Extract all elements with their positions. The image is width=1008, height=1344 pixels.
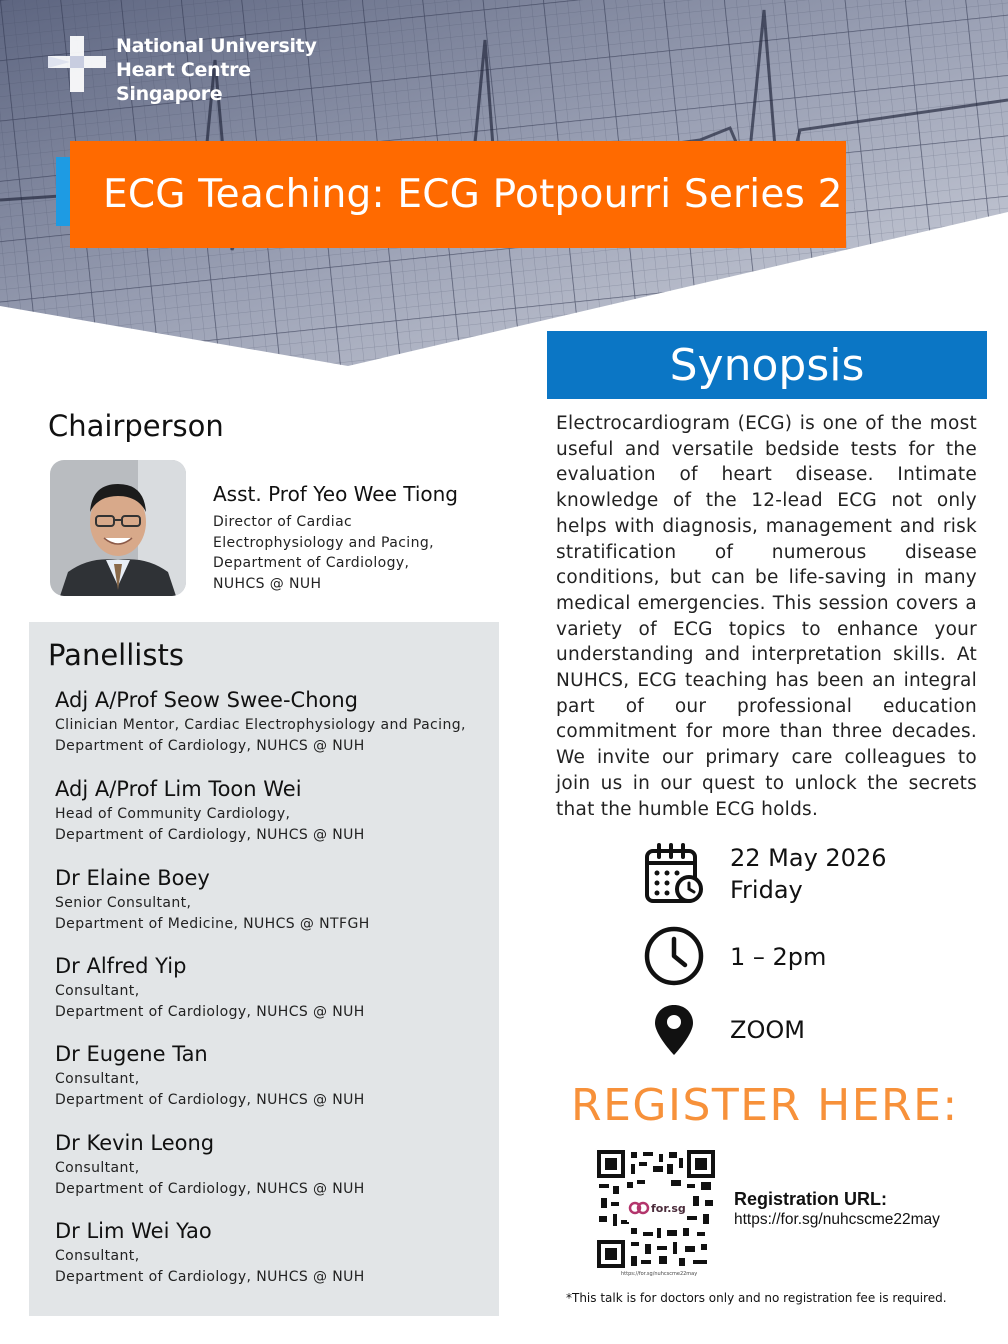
panellists-panel (29, 622, 499, 1316)
panellist-item (55, 1131, 495, 1199)
panellist-department: Department of Cardiology, NUHCS @ NUH (55, 737, 365, 754)
panellist-department: Department of Cardiology, NUHCS @ NUH (55, 826, 365, 843)
chairperson-role-line-4: NUHCS @ NUH (213, 575, 322, 592)
clock-icon (643, 925, 705, 987)
panellists-heading: Panellists (48, 638, 184, 672)
chairperson-info (213, 482, 503, 594)
panellist-name: Dr Lim Wei Yao (55, 1219, 212, 1243)
chairperson-heading: Chairperson (48, 409, 224, 443)
registration-url-label: Registration URL: (734, 1189, 887, 1209)
register-heading: REGISTER HERE: (571, 1080, 959, 1131)
chairperson-photo (50, 460, 186, 596)
qr-badge-text: for.sg (651, 1202, 686, 1215)
organization-name-line-1: National University (116, 35, 317, 57)
panellist-name: Dr Elaine Boey (55, 866, 210, 890)
event-title: ECG Teaching: ECG Potpourri Series 2 (103, 172, 843, 217)
heart-centre-logo-icon (44, 34, 110, 94)
event-day: Friday (730, 876, 803, 904)
organization-name-line-3: Singapore (116, 83, 223, 105)
calendar-icon (643, 843, 705, 905)
panellist-department: Department of Cardiology, NUHCS @ NUH (55, 1180, 365, 1197)
registration-qr-code[interactable] (597, 1150, 715, 1268)
footnote: *This talk is for doctors only and no registration fee is required. (566, 1291, 947, 1305)
panellist-item (55, 954, 495, 1022)
panellist-department: Department of Cardiology, NUHCS @ NUH (55, 1003, 365, 1020)
panellist-item (55, 1042, 495, 1110)
panellist-name: Dr Kevin Leong (55, 1131, 215, 1155)
organization-name-line-2: Heart Centre (116, 59, 251, 81)
event-venue: ZOOM (730, 1016, 805, 1044)
synopsis-header (547, 331, 987, 399)
panellist-name: Dr Eugene Tan (55, 1042, 208, 1066)
title-bar (70, 141, 846, 248)
event-time: 1 – 2pm (730, 943, 827, 971)
nuhcs-logo (44, 34, 317, 106)
event-date: 22 May 2026 (730, 844, 887, 872)
panellist-department: Department of Cardiology, NUHCS @ NUH (55, 1091, 365, 1108)
registration-url-link[interactable]: https://for.sg/nuhcscme22may (734, 1211, 940, 1228)
panellist-item (55, 866, 495, 934)
panellist-role: Senior Consultant, (55, 895, 192, 911)
panellist-role: Consultant, (55, 1248, 140, 1264)
panellist-item (55, 777, 495, 845)
qr-caption: https://for.sg/nuhcscme22may (621, 1271, 698, 1277)
panellist-item (55, 688, 495, 756)
panellist-role: Consultant, (55, 1160, 140, 1176)
synopsis-body: Electrocardiogram (ECG) is one of the most useful and versatile bedside tests for the evaluation of heart disease. Intimate knowledge of the 12-lead ECG not only helps with diagnosis, management and risk stratification of numerous disease conditions, but can be life-saving in many medical emergencies. This session covers a variety of ECG topics to enhance your understanding and interpretation skills. At NUHCS, ECG teaching has been an integral part of our professional education commitment for more than three decades. We invite our primary care colleagues to join us in our quest to unlock the secrets that the humble ECG holds. (556, 413, 977, 820)
panellist-department: Department of Cardiology, NUHCS @ NUH (55, 1268, 365, 1285)
synopsis-heading: Synopsis (669, 339, 865, 391)
chairperson-role-line-1: Director of Cardiac (213, 514, 353, 530)
person-portrait-icon (50, 460, 186, 596)
panellist-department: Department of Medicine, NUHCS @ NTFGH (55, 915, 370, 932)
panellist-role: Clinician Mentor, Cardiac Electrophysiology and Pacing, (55, 717, 466, 733)
panellist-role: Head of Community Cardiology, (55, 806, 291, 822)
chairperson-name: Asst. Prof Yeo Wee Tiong (213, 482, 458, 506)
panellist-role: Consultant, (55, 1071, 140, 1087)
panellist-item (55, 1219, 495, 1287)
panellist-name: Dr Alfred Yip (55, 954, 187, 978)
organization-name (116, 34, 317, 106)
panellist-role: Consultant, (55, 983, 140, 999)
chairperson-role-line-3: Department of Cardiology, (213, 555, 410, 571)
location-pin-icon (643, 1003, 705, 1057)
chairperson-role-line-2: Electrophysiology and Pacing, (213, 534, 434, 551)
panellist-name: Adj A/Prof Lim Toon Wei (55, 777, 302, 801)
panellist-name: Adj A/Prof Seow Swee-Chong (55, 688, 358, 712)
